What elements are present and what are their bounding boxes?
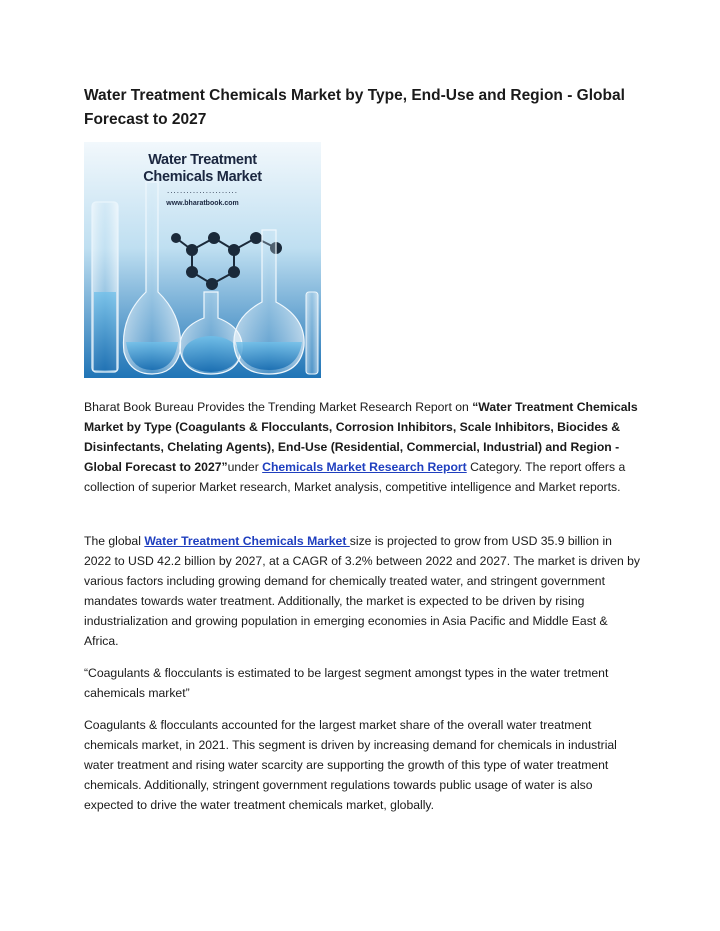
hero-title <box>84 152 321 186</box>
market-paragraph <box>84 531 640 651</box>
market-text-after: size is projected to grow from USD 35.9 billion in 2022 to USD 42.2 billion by 2027, at a CAGR of 3.2% between 2022 and 2027. The market is driven by various factors including growing demand for chemically treated water, and stringent government mandates towards water treatment. Additionally, the market is expected to be driven by rising industrialization and growing population in emerging economies in Asia Pacific and Middle East & Africa. <box>84 534 641 648</box>
quote-paragraph: “Coagulants & flocculants is estimated to be largest segment amongst types in the water tretment cahemicals market” <box>84 666 609 700</box>
hero-title-line1: Water Treatment <box>148 152 257 168</box>
water-treatment-market-link[interactable]: Water Treatment Chemicals Market <box>144 534 350 548</box>
intro-text-after: Category. The report offers a collection of superior Market research, Market analysis, competitive intelligence and Market reports. <box>84 460 626 494</box>
hero-url: www.bharatbook.com <box>166 200 239 207</box>
intro-report-title: “Water Treatment Chemicals Market by Type (Coagulants & Flocculants, Corrosion Inhibitors, Scale Inhibitors, Biocides & Disinfectants, Chelating Agents), End-Use (Residential, Commercial, Industrial) and Region - Global Forecast to 2027” <box>84 400 638 474</box>
document-title: Water Treatment Chemicals Market by Type, End-Use and Region - Global Forecast to 2027 <box>84 87 625 128</box>
segment-paragraph: Coagulants & flocculants accounted for the largest market share of the overall water treatment chemicals market, in 2021. This segment is driven by increasing demand for chemicals in industrial water treatment and rising water scarcity are supporting the growth of this type of water treatment chemicals. Additionally, stringent government regulations towards public usage of water is also expected to drive the water treatment chemicals market, globally. <box>84 718 617 812</box>
chemicals-market-report-link[interactable]: Chemicals Market Research Report <box>262 460 467 474</box>
hero-title-line2: Chemicals Market <box>143 169 262 185</box>
intro-text-before: Bharat Book Bureau Provides the Trending Market Research Report on <box>84 400 473 414</box>
market-text-before: The global <box>84 534 145 548</box>
intro-under-text: under <box>227 460 263 474</box>
hero-dots: ...................... <box>167 186 238 195</box>
hero-image <box>84 142 321 378</box>
intro-paragraph <box>84 397 640 497</box>
